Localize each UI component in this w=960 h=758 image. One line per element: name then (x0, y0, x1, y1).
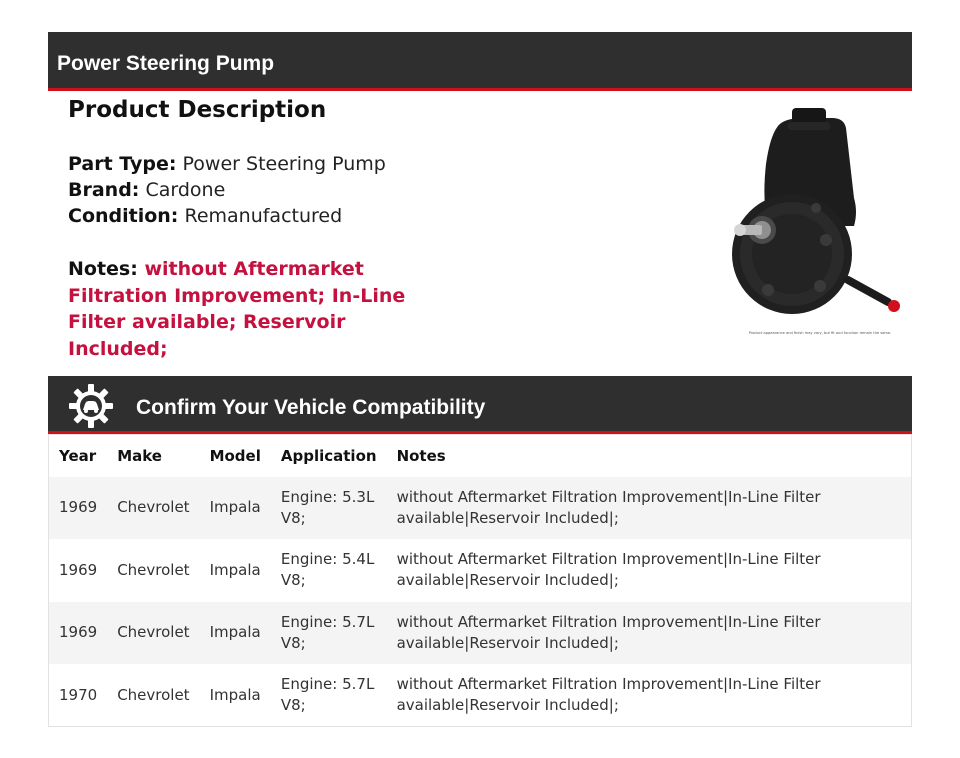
cell-model: Impala (200, 602, 271, 665)
table-row (49, 664, 912, 727)
brand-value: Cardone (145, 179, 226, 201)
compatibility-header-bar (48, 376, 912, 434)
cell-model: Impala (200, 664, 271, 727)
cell-application: Engine: 5.3L V8; (271, 477, 387, 540)
table-row (49, 539, 912, 602)
power-steering-pump-image (728, 104, 908, 338)
product-description-heading: Product Description (68, 97, 327, 123)
column-header-notes: Notes (387, 435, 912, 477)
compatibility-table (48, 434, 912, 727)
brand-row (68, 177, 225, 203)
cell-notes: without Aftermarket Filtration Improvement|In-Line Filter available|Reservoir Included|; (387, 539, 912, 602)
product-title: Power Steering Pump (57, 52, 275, 75)
cell-year: 1969 (49, 477, 108, 540)
column-header-application: Application (271, 435, 387, 477)
notes-text: without Aftermarket Filtration Improvement; In-Line Filter available; Reservoir Included; (68, 258, 406, 360)
cell-year: 1970 (49, 664, 108, 727)
product-header-bar (48, 32, 912, 91)
gear-car-icon (68, 383, 114, 429)
condition-value: Remanufactured (184, 205, 343, 227)
cell-year: 1969 (49, 539, 108, 602)
table-row (49, 602, 912, 665)
column-header-make: Make (107, 435, 199, 477)
cell-make: Chevrolet (107, 539, 199, 602)
table-header-row (49, 435, 912, 477)
cell-application: Engine: 5.4L V8; (271, 539, 387, 602)
product-image-caption: Product appearance and finish may vary, but fit and function remain the same. (748, 331, 892, 335)
cell-year: 1969 (49, 602, 108, 665)
cell-model: Impala (200, 539, 271, 602)
column-header-year: Year (49, 435, 108, 477)
cell-application: Engine: 5.7L V8; (271, 602, 387, 665)
column-header-model: Model (200, 435, 271, 477)
cell-make: Chevrolet (107, 602, 199, 665)
part-type-value: Power Steering Pump (182, 153, 386, 175)
notes-block (68, 256, 448, 362)
condition-label: Condition: (68, 205, 179, 227)
condition-row (68, 203, 342, 229)
cell-model: Impala (200, 477, 271, 540)
cell-notes: without Aftermarket Filtration Improvement|In-Line Filter available|Reservoir Included|; (387, 602, 912, 665)
cell-notes: without Aftermarket Filtration Improvement|In-Line Filter available|Reservoir Included|; (387, 477, 912, 540)
compatibility-title: Confirm Your Vehicle Compatibility (136, 396, 486, 419)
cell-notes: without Aftermarket Filtration Improvement|In-Line Filter available|Reservoir Included|; (387, 664, 912, 727)
cell-application: Engine: 5.7L V8; (271, 664, 387, 727)
cell-make: Chevrolet (107, 477, 199, 540)
cell-make: Chevrolet (107, 664, 199, 727)
notes-label: Notes: (68, 258, 138, 280)
table-row (49, 477, 912, 540)
brand-label: Brand: (68, 179, 140, 201)
part-type-label: Part Type: (68, 153, 177, 175)
part-type-row (68, 151, 386, 177)
